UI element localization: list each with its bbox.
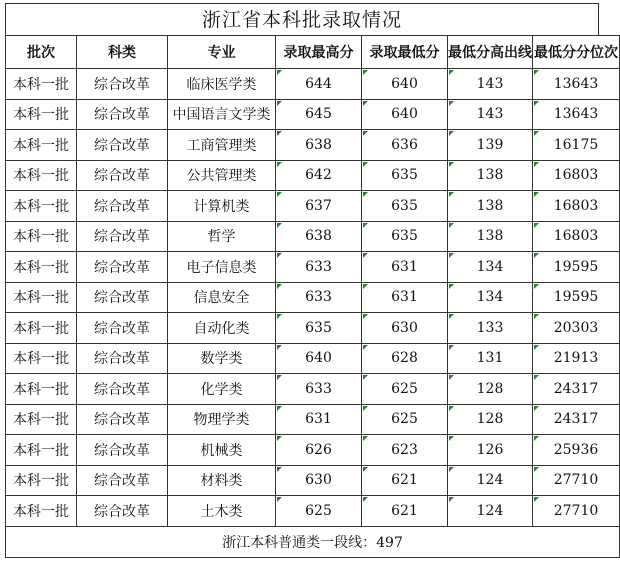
cell-marker-icon	[449, 284, 454, 289]
cell-marker-icon	[534, 375, 539, 380]
cell-rank-value: 16803	[553, 167, 599, 184]
cell-marker-icon	[277, 497, 282, 502]
cell-batch: 本科一批	[6, 252, 77, 283]
cell-rank	[533, 465, 620, 496]
cell-max-score	[276, 130, 362, 161]
cell-max-score-value: 625	[305, 502, 332, 519]
cell-rank-value: 21913	[553, 350, 599, 367]
cell-marker-icon	[449, 375, 454, 380]
cell-min-score	[362, 404, 448, 435]
cell-min-score-value: 640	[391, 106, 418, 123]
cell-above-line-value: 143	[476, 75, 504, 92]
cell-max-score-value: 644	[305, 75, 332, 92]
cell-min-score	[362, 191, 448, 222]
table-row	[6, 221, 620, 252]
cell-marker-icon	[449, 497, 454, 502]
cell-above-line	[448, 374, 533, 405]
cell-min-score	[362, 465, 448, 496]
cell-batch: 本科一批	[6, 435, 77, 466]
cell-batch: 本科一批	[6, 191, 77, 222]
cell-marker-icon	[277, 192, 282, 197]
cell-marker-icon	[277, 101, 282, 106]
cell-above-line	[448, 313, 533, 344]
cell-marker-icon	[277, 436, 282, 441]
cell-major: 信息安全	[168, 282, 276, 313]
cell-batch: 本科一批	[6, 496, 77, 527]
table-row	[6, 99, 620, 130]
cell-marker-icon	[363, 253, 368, 258]
cell-marker-icon	[534, 192, 539, 197]
cell-min-score	[362, 130, 448, 161]
cell-above-line-value: 128	[476, 380, 504, 397]
cell-above-line	[448, 435, 533, 466]
cell-major: 计算机类	[168, 191, 276, 222]
cell-rank	[533, 435, 620, 466]
cell-max-score	[276, 465, 362, 496]
cell-marker-icon	[449, 314, 454, 319]
footer-row	[6, 526, 620, 557]
sheet-title: 浙江省本科批录取情况	[5, 3, 599, 35]
cell-batch: 本科一批	[6, 130, 77, 161]
cell-max-score	[276, 221, 362, 252]
cell-rank-value: 24317	[553, 411, 599, 428]
cell-above-line-value: 134	[476, 289, 504, 306]
cell-marker-icon	[449, 131, 454, 136]
cell-min-score	[362, 343, 448, 374]
cell-major: 材料类	[168, 465, 276, 496]
cell-major: 化学类	[168, 374, 276, 405]
cell-rank-value: 19595	[553, 258, 599, 275]
cell-rank-value: 27710	[553, 502, 599, 519]
cell-category: 综合改革	[77, 191, 168, 222]
cell-marker-icon	[534, 284, 539, 289]
cell-batch: 本科一批	[6, 313, 77, 344]
cell-marker-icon	[363, 375, 368, 380]
cell-min-score-value: 621	[391, 502, 418, 519]
cell-marker-icon	[363, 345, 368, 350]
cell-batch: 本科一批	[6, 99, 77, 130]
cell-above-line-value: 133	[476, 319, 504, 336]
cell-above-line	[448, 404, 533, 435]
table-row	[6, 160, 620, 191]
cell-rank-value: 16175	[553, 136, 599, 153]
cell-min-score	[362, 160, 448, 191]
cell-above-line	[448, 191, 533, 222]
cell-max-score	[276, 313, 362, 344]
cell-major: 电子信息类	[168, 252, 276, 283]
cell-marker-icon	[277, 162, 282, 167]
cell-marker-icon	[277, 70, 282, 75]
cell-major: 工商管理类	[168, 130, 276, 161]
cell-marker-icon	[534, 131, 539, 136]
cell-major: 临床医学类	[168, 69, 276, 100]
cell-above-line-value: 124	[476, 472, 504, 489]
cell-marker-icon	[534, 101, 539, 106]
cell-marker-icon	[534, 467, 539, 472]
cell-rank	[533, 160, 620, 191]
cell-marker-icon	[363, 101, 368, 106]
cell-max-score-value: 638	[305, 228, 332, 245]
cell-major: 机械类	[168, 435, 276, 466]
cell-category: 综合改革	[77, 374, 168, 405]
cell-min-score-value: 640	[391, 75, 418, 92]
cell-category: 综合改革	[77, 130, 168, 161]
cell-marker-icon	[277, 467, 282, 472]
cell-marker-icon	[363, 162, 368, 167]
cell-rank	[533, 374, 620, 405]
cell-min-score	[362, 282, 448, 313]
cell-marker-icon	[363, 131, 368, 136]
cell-rank	[533, 99, 620, 130]
cell-marker-icon	[534, 436, 539, 441]
cell-marker-icon	[449, 192, 454, 197]
footer-note: 浙江本科普通类一段线：497	[6, 526, 620, 557]
cell-min-score	[362, 99, 448, 130]
cell-marker-icon	[449, 467, 454, 472]
header-min-score: 录取最低分	[362, 36, 448, 69]
cell-rank-value: 25936	[553, 441, 599, 458]
cell-above-line	[448, 130, 533, 161]
cell-rank	[533, 404, 620, 435]
cell-marker-icon	[277, 314, 282, 319]
cell-min-score	[362, 69, 448, 100]
cell-major: 物理学类	[168, 404, 276, 435]
cell-marker-icon	[449, 70, 454, 75]
table-row	[6, 343, 620, 374]
cell-rank-value: 19595	[553, 289, 599, 306]
cell-max-score-value: 633	[305, 289, 332, 306]
cell-max-score-value: 637	[305, 197, 332, 214]
cell-above-line	[448, 221, 533, 252]
cell-batch: 本科一批	[6, 282, 77, 313]
cell-category: 综合改革	[77, 435, 168, 466]
cell-min-score	[362, 435, 448, 466]
cell-batch: 本科一批	[6, 374, 77, 405]
cell-major: 哲学	[168, 221, 276, 252]
cell-max-score	[276, 252, 362, 283]
cell-min-score	[362, 221, 448, 252]
header-major: 专业	[168, 36, 276, 69]
cell-rank-value: 27710	[553, 472, 599, 489]
cell-max-score-value: 631	[305, 411, 332, 428]
cell-max-score-value: 633	[305, 258, 332, 275]
cell-marker-icon	[277, 406, 282, 411]
table-row	[6, 404, 620, 435]
cell-major: 公共管理类	[168, 160, 276, 191]
cell-min-score-value: 621	[391, 472, 418, 489]
cell-batch: 本科一批	[6, 343, 77, 374]
cell-above-line-value: 128	[476, 411, 504, 428]
cell-major: 数学类	[168, 343, 276, 374]
cell-category: 综合改革	[77, 99, 168, 130]
cell-batch: 本科一批	[6, 465, 77, 496]
cell-rank	[533, 313, 620, 344]
cell-above-line-value: 124	[476, 502, 504, 519]
cell-rank	[533, 252, 620, 283]
cell-above-line-value: 138	[476, 197, 504, 214]
cell-min-score-value: 625	[391, 411, 418, 428]
admission-sheet	[5, 3, 618, 563]
cell-above-line	[448, 160, 533, 191]
table-row	[6, 435, 620, 466]
cell-rank	[533, 343, 620, 374]
table-row	[6, 313, 620, 344]
cell-rank	[533, 69, 620, 100]
cell-marker-icon	[449, 101, 454, 106]
cell-marker-icon	[363, 436, 368, 441]
cell-marker-icon	[363, 497, 368, 502]
cell-marker-icon	[534, 345, 539, 350]
table-row	[6, 130, 620, 161]
cell-marker-icon	[534, 406, 539, 411]
header-above-line: 最低分高出线	[448, 36, 533, 69]
cell-rank-value: 16803	[553, 228, 599, 245]
admission-table	[5, 35, 620, 558]
cell-max-score	[276, 191, 362, 222]
cell-category: 综合改革	[77, 252, 168, 283]
cell-marker-icon	[363, 223, 368, 228]
cell-marker-icon	[534, 253, 539, 258]
cell-min-score-value: 636	[391, 136, 418, 153]
header-max-score: 录取最高分	[276, 36, 362, 69]
cell-batch: 本科一批	[6, 69, 77, 100]
table-row	[6, 191, 620, 222]
cell-min-score	[362, 313, 448, 344]
cell-category: 综合改革	[77, 465, 168, 496]
cell-category: 综合改革	[77, 221, 168, 252]
cell-marker-icon	[277, 375, 282, 380]
table-row	[6, 252, 620, 283]
cell-rank	[533, 191, 620, 222]
table-row	[6, 496, 620, 527]
cell-above-line	[448, 282, 533, 313]
cell-above-line-value: 139	[476, 136, 504, 153]
cell-marker-icon	[277, 223, 282, 228]
cell-above-line	[448, 252, 533, 283]
cell-marker-icon	[534, 162, 539, 167]
cell-min-score-value: 635	[391, 197, 418, 214]
cell-max-score	[276, 404, 362, 435]
cell-marker-icon	[449, 162, 454, 167]
cell-min-score-value: 623	[391, 441, 418, 458]
cell-category: 综合改革	[77, 160, 168, 191]
cell-above-line-value: 143	[476, 106, 504, 123]
cell-above-line-value: 131	[476, 350, 504, 367]
cell-rank-value: 13643	[553, 106, 599, 123]
cell-category: 综合改革	[77, 69, 168, 100]
cell-batch: 本科一批	[6, 221, 77, 252]
cell-major: 自动化类	[168, 313, 276, 344]
table-row	[6, 282, 620, 313]
cell-marker-icon	[449, 345, 454, 350]
cell-max-score	[276, 435, 362, 466]
header-row	[6, 36, 620, 69]
cell-max-score	[276, 374, 362, 405]
cell-category: 综合改革	[77, 313, 168, 344]
cell-rank	[533, 282, 620, 313]
cell-major: 土木类	[168, 496, 276, 527]
cell-above-line-value: 126	[476, 441, 504, 458]
cell-rank-value: 16803	[553, 197, 599, 214]
table-row	[6, 374, 620, 405]
cell-rank	[533, 130, 620, 161]
cell-batch: 本科一批	[6, 404, 77, 435]
cell-min-score-value: 631	[391, 258, 418, 275]
cell-marker-icon	[277, 253, 282, 258]
cell-marker-icon	[363, 70, 368, 75]
cell-min-score-value: 635	[391, 167, 418, 184]
cell-min-score-value: 628	[391, 350, 418, 367]
cell-marker-icon	[277, 284, 282, 289]
header-category: 科类	[77, 36, 168, 69]
cell-rank-value: 20303	[553, 319, 599, 336]
cell-marker-icon	[277, 345, 282, 350]
cell-above-line-value: 138	[476, 228, 504, 245]
cell-marker-icon	[363, 284, 368, 289]
cell-marker-icon	[363, 467, 368, 472]
cell-max-score-value: 642	[305, 167, 332, 184]
cell-max-score-value: 626	[305, 441, 332, 458]
header-rank: 最低分分位次	[533, 36, 620, 69]
cell-category: 综合改革	[77, 282, 168, 313]
cell-rank	[533, 496, 620, 527]
cell-above-line	[448, 69, 533, 100]
cell-max-score-value: 633	[305, 380, 332, 397]
cell-min-score	[362, 374, 448, 405]
cell-above-line	[448, 99, 533, 130]
cell-max-score-value: 645	[305, 106, 332, 123]
cell-min-score-value: 630	[391, 319, 418, 336]
cell-marker-icon	[534, 70, 539, 75]
cell-marker-icon	[277, 131, 282, 136]
cell-above-line-value: 134	[476, 258, 504, 275]
cell-above-line-value: 138	[476, 167, 504, 184]
header-batch: 批次	[6, 36, 77, 69]
cell-rank-value: 13643	[553, 75, 599, 92]
cell-max-score	[276, 496, 362, 527]
cell-max-score	[276, 282, 362, 313]
cell-above-line	[448, 465, 533, 496]
cell-category: 综合改革	[77, 343, 168, 374]
cell-marker-icon	[363, 192, 368, 197]
cell-marker-icon	[363, 406, 368, 411]
cell-category: 综合改革	[77, 496, 168, 527]
cell-rank-value: 24317	[553, 380, 599, 397]
cell-marker-icon	[534, 223, 539, 228]
cell-max-score-value: 635	[305, 319, 332, 336]
cell-max-score	[276, 69, 362, 100]
cell-min-score-value: 631	[391, 289, 418, 306]
cell-min-score	[362, 252, 448, 283]
cell-marker-icon	[534, 497, 539, 502]
cell-max-score-value: 630	[305, 472, 332, 489]
cell-marker-icon	[449, 436, 454, 441]
cell-category: 综合改革	[77, 404, 168, 435]
cell-batch: 本科一批	[6, 160, 77, 191]
cell-max-score	[276, 160, 362, 191]
cell-marker-icon	[534, 314, 539, 319]
cell-min-score-value: 635	[391, 228, 418, 245]
table-row	[6, 69, 620, 100]
cell-max-score	[276, 343, 362, 374]
cell-major: 中国语言文学类	[168, 99, 276, 130]
cell-max-score-value: 640	[305, 350, 332, 367]
cell-above-line	[448, 496, 533, 527]
cell-marker-icon	[449, 406, 454, 411]
cell-min-score	[362, 496, 448, 527]
cell-marker-icon	[449, 253, 454, 258]
cell-rank	[533, 221, 620, 252]
cell-max-score	[276, 99, 362, 130]
cell-marker-icon	[363, 314, 368, 319]
cell-marker-icon	[449, 223, 454, 228]
cell-max-score-value: 638	[305, 136, 332, 153]
cell-min-score-value: 625	[391, 380, 418, 397]
table-row	[6, 465, 620, 496]
cell-above-line	[448, 343, 533, 374]
